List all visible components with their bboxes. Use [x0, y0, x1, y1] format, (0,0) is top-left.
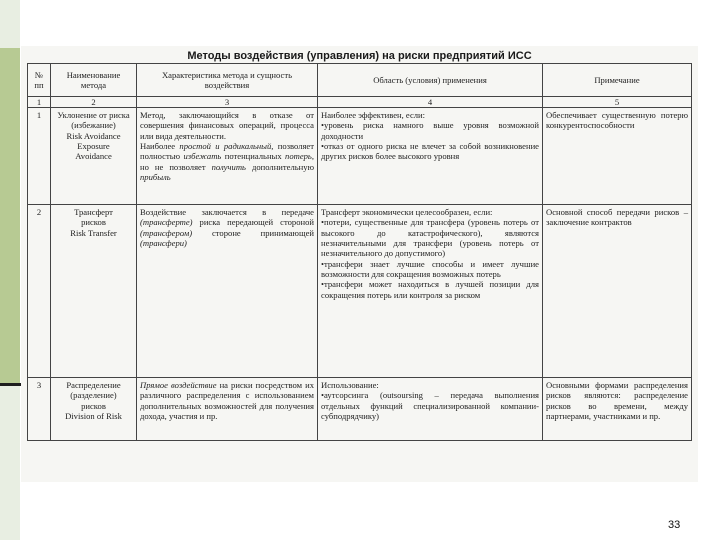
row-number: 1	[28, 108, 51, 205]
col-number: 3	[137, 97, 318, 108]
col-number: 4	[318, 97, 543, 108]
header-method: Наименование метода	[51, 64, 137, 97]
method-description	[137, 108, 318, 205]
table-row	[28, 205, 692, 378]
method-name	[51, 205, 137, 378]
document-title: Методы воздействия (управления) на риски предприятий ИСС	[187, 50, 532, 62]
method-line: рисков	[81, 400, 106, 411]
list-item: • аутсорсинга (outsoursing – передача выполнения отдельных функций специализированной компании-субподрядчику)	[321, 390, 539, 421]
list-item: • уровень риска намного выше уровня возможной доходности	[321, 120, 539, 141]
note: Обеспечивает существенную потерю конкурентоспособности	[543, 108, 692, 205]
table-row	[28, 108, 692, 205]
column-number-row	[28, 97, 692, 108]
table-row	[28, 378, 692, 441]
method-line: Division of Risk	[65, 410, 122, 421]
application-area	[318, 205, 543, 378]
page-number: 33	[668, 519, 681, 531]
scanned-document	[21, 46, 698, 482]
method-line: Risk Avoidance	[66, 130, 121, 141]
note: Основными формами распределения рисков являются: распределение рисков во времени, между партнерами, участниками и пр.	[543, 378, 692, 441]
area-intro: Наиболее эффективен, если:	[321, 110, 426, 120]
row-number: 3	[28, 378, 51, 441]
method-line: Exposure	[77, 140, 110, 151]
list-item: • потери, существенные для трансфера (уровень потерь от высокого до катастрофического), являются незначительными для трансфери (уровень потерь от незначительного до допустимого)	[321, 217, 539, 258]
method-line: (избежание)	[71, 120, 116, 131]
note: Основной способ передачи рисков – заключение контрактов	[543, 205, 692, 378]
description-paragraph: Наиболее простой и радикальный, позволяет полностью избежать потенциальных потерь, но не позволяет получить дополнительную прибыль	[140, 140, 314, 182]
method-description: Прямое воздействие на риски посредством их различного распределения с использованием дополнительных возможностей для получения дохода, участия и пр.	[137, 378, 318, 441]
method-line: рисков	[81, 217, 106, 228]
application-area	[318, 108, 543, 205]
description-paragraph: Метод, заключающийся в отказе от совершения финансовых операций, процесса или вида деятельности.	[140, 110, 314, 141]
method-description: Воздействие заключается в передаче (трансферте) риска передающей стороной (трансфером) стороне принимающей (трансфери)	[137, 205, 318, 378]
header-num: № пп	[28, 64, 51, 97]
list-item: • отказ от одного риска не влечет за собой возникновение других рисков более высокого уровня	[321, 141, 539, 162]
col-number: 2	[51, 97, 137, 108]
method-name	[51, 378, 137, 441]
area-intro: Трансферт экономически целесообразен, если:	[321, 207, 493, 217]
application-area	[318, 378, 543, 441]
area-intro: Использование:	[321, 380, 379, 390]
header-description: Характеристика метода и сущность воздействия	[137, 64, 318, 97]
col-number: 5	[543, 97, 692, 108]
method-line: Трансферт	[74, 207, 113, 217]
risk-methods-table	[27, 63, 692, 441]
method-name	[51, 108, 137, 205]
list-item: • трансфери может находиться в лучшей позиции для сокращения потерь или контроля за риском	[321, 279, 539, 300]
method-line: (разделение)	[70, 390, 117, 401]
method-line: Распределение	[66, 380, 121, 390]
method-line: Уклонение от риска	[57, 110, 130, 120]
header-area: Область (условия) применения	[318, 64, 543, 97]
list-item: • трансфери знает лучшие способы и имеет лучшие возможности для сокращения возможных потерь	[321, 259, 539, 280]
slide-accent-bar	[0, 48, 20, 383]
method-line: Risk Transfer	[70, 227, 117, 238]
header-row	[28, 64, 692, 97]
method-line: Avoidance	[75, 151, 112, 162]
header-note: Примечание	[543, 64, 692, 97]
col-number: 1	[28, 97, 51, 108]
row-number: 2	[28, 205, 51, 378]
